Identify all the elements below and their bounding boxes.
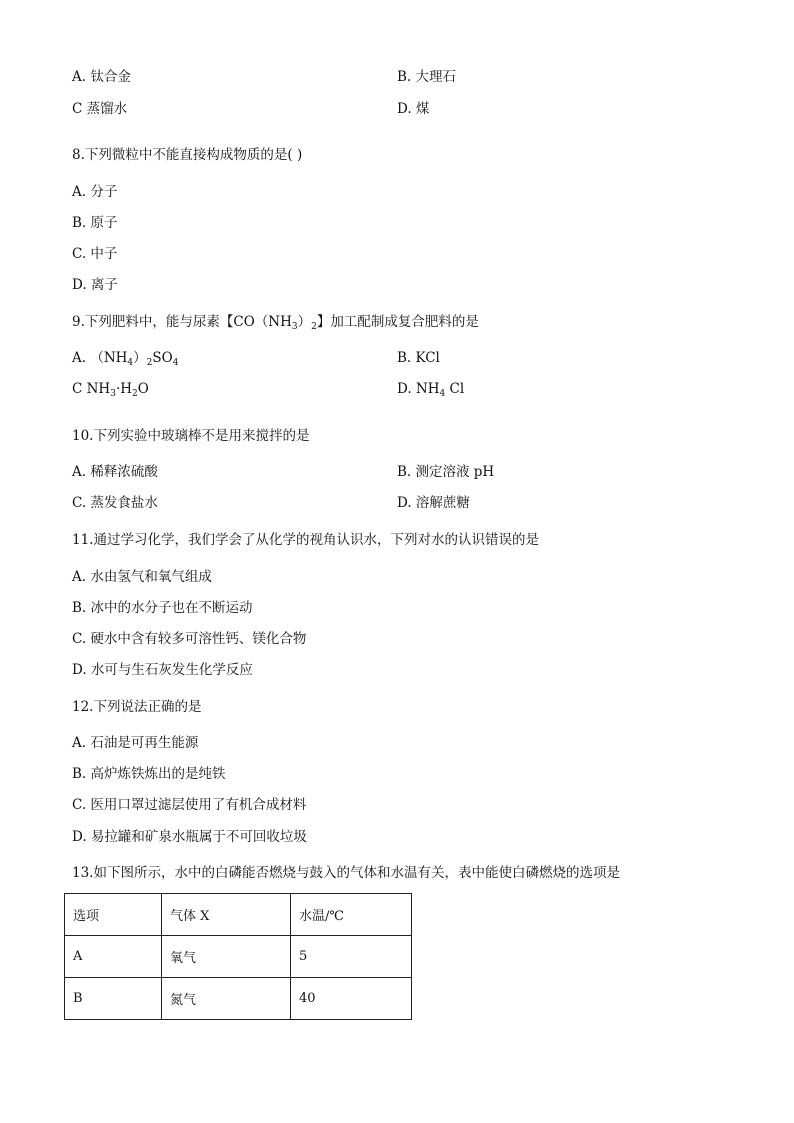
q8-stem: 8.下列微粒中不能直接构成物质的是( ) <box>72 147 303 163</box>
q8-option-a: A. 分子 <box>72 184 118 200</box>
q8-option-d: D. 离子 <box>72 277 118 293</box>
q13-table <box>64 893 412 1020</box>
q9-option-a: A. $(NH_4)_2SO_4$ <box>72 350 179 368</box>
table-row <box>65 978 412 1020</box>
table-cell: 5 <box>291 936 412 978</box>
q13-stem: 13.如下图所示，水中的白磷能否燃烧与鼓入的气体和水温有关，表中能使白磷燃烧的选项是 <box>72 865 620 881</box>
q12-option-c: C. 医用口罩过滤层使用了有机合成材料 <box>72 797 307 813</box>
table-header-cell: 水温/℃ <box>291 894 412 936</box>
q8-option-c: C. 中子 <box>72 246 118 262</box>
q11-option-d: D. 水可与生石灰发生化学反应 <box>72 662 253 678</box>
q9-stem: 9.下列肥料中，能与尿素【$CO(NH_3)_2$】加工配制成复合肥料的是 <box>72 314 479 332</box>
q10-stem: 10.下列实验中玻璃棒不是用来搅拌的是 <box>72 428 310 444</box>
table-cell: 40 <box>291 978 412 1020</box>
q10-option-c: C. 蒸发食盐水 <box>72 495 158 511</box>
table-row <box>65 936 412 978</box>
q7-option-b: B. 大理石 <box>397 69 457 85</box>
q12-stem: 12.下列说法正确的是 <box>72 699 202 715</box>
q9-option-b: B. KCl <box>397 350 440 366</box>
q12-option-d: D. 易拉罐和矿泉水瓶属于不可回收垃圾 <box>72 829 307 845</box>
q11-option-b: B. 冰中的水分子也在不断运动 <box>72 600 253 616</box>
q10-option-b: B. 测定溶液 pH <box>397 464 495 480</box>
table-cell: A <box>65 936 162 978</box>
q9-option-c: C $NH_3\cdot H_2O$ <box>72 381 149 399</box>
q12-option-a: A. 石油是可再生能源 <box>72 735 199 751</box>
q11-option-c: C. 硬水中含有较多可溶性钙、镁化合物 <box>72 631 307 647</box>
table-cell: 氮气 <box>162 978 291 1020</box>
q7-option-c: C 蒸馏水 <box>72 101 128 117</box>
q11-stem: 11.通过学习化学，我们学会了从化学的视角认识水，下列对水的认识错误的是 <box>72 532 539 548</box>
q7-option-d: D. 煤 <box>397 101 430 117</box>
table-header-row <box>65 894 412 936</box>
table-header-cell: 气体 X <box>162 894 291 936</box>
table-header-cell: 选项 <box>65 894 162 936</box>
q9-option-d: D. $NH_4$ Cl <box>397 381 465 399</box>
q11-option-a: A. 水由氢气和氧气组成 <box>72 569 212 585</box>
q7-option-a: A. 钛合金 <box>72 69 131 85</box>
q10-option-d: D. 溶解蔗糖 <box>397 495 470 511</box>
q8-option-b: B. 原子 <box>72 215 118 231</box>
table-cell: B <box>65 978 162 1020</box>
q12-option-b: B. 高炉炼铁炼出的是纯铁 <box>72 766 226 782</box>
table-cell: 氧气 <box>162 936 291 978</box>
q10-option-a: A. 稀释浓硫酸 <box>72 464 158 480</box>
